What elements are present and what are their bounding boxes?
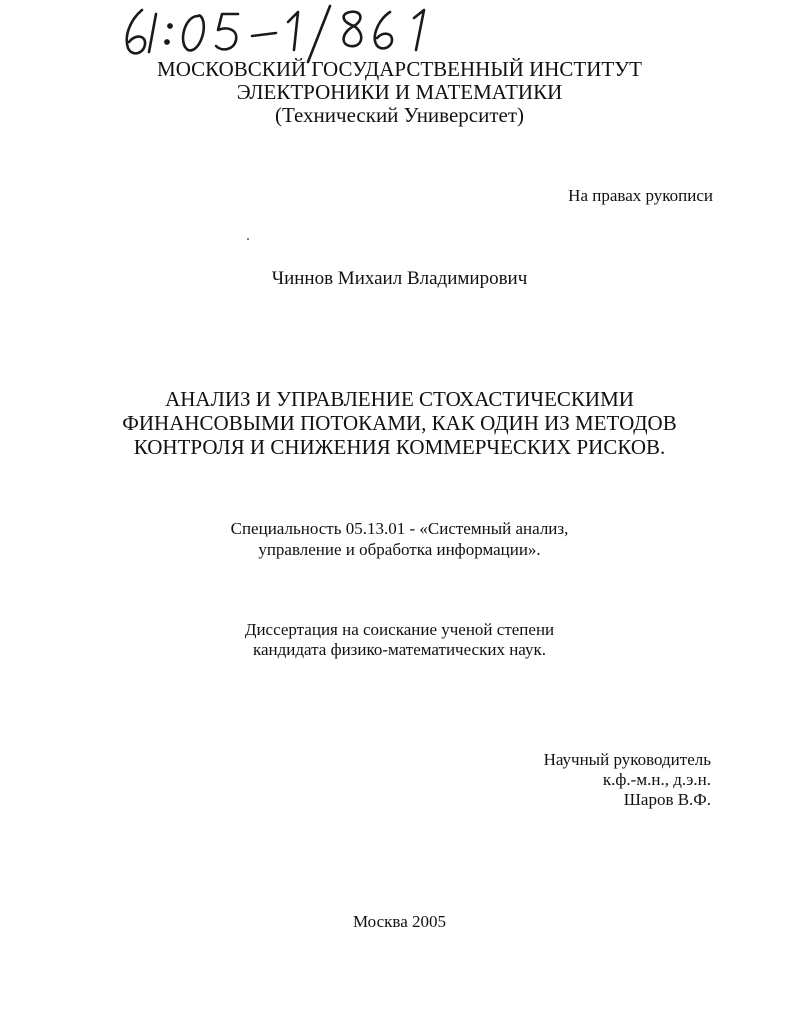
scan-speck [247, 238, 249, 240]
specialty-line-1: Специальность 05.13.01 - «Системный анализ, [230, 519, 569, 538]
supervisor-degrees: к.ф.-м.н., д.э.н. [602, 770, 711, 789]
institute-name-line-2: ЭЛЕКТРОНИКИ И МАТЕМАТИКИ [236, 80, 563, 104]
specialty-line-2: управление и обработка информации». [258, 540, 541, 559]
supervisor-info [544, 750, 711, 810]
specialty-info [0, 518, 799, 560]
handwritten-archive-number [118, 2, 458, 64]
supervisor-label: Научный руководитель [543, 750, 711, 769]
degree-line-1: Диссертация на соискание ученой степени [244, 620, 555, 639]
institute-name-line-1: МОСКОВСКИЙ ГОСУДАРСТВЕННЫЙ ИНСТИТУТ [157, 57, 642, 81]
author-name: Чиннов Михаил Владимирович [271, 268, 528, 289]
supervisor-name: Шаров В.Ф. [623, 790, 711, 809]
institute-subtitle: (Технический Университет) [274, 103, 525, 127]
title-line-3: КОНТРОЛЯ И СНИЖЕНИЯ КОММЕРЧЕСКИХ РИСКОВ. [133, 435, 666, 459]
institute-header [0, 58, 799, 127]
title-line-1: АНАЛИЗ И УПРАВЛЕНИЕ СТОХАСТИЧЕСКИМИ [165, 387, 634, 411]
degree-info [0, 620, 799, 660]
dissertation-title [0, 387, 799, 459]
title-line-2: ФИНАНСОВЫМИ ПОТОКАМИ, КАК ОДИН ИЗ МЕТОДОВ [122, 411, 677, 435]
city-year: Москва 2005 [352, 912, 447, 931]
degree-line-2: кандидата физико-математических наук. [252, 640, 547, 659]
manuscript-rights-note: На правах рукописи [568, 186, 713, 205]
